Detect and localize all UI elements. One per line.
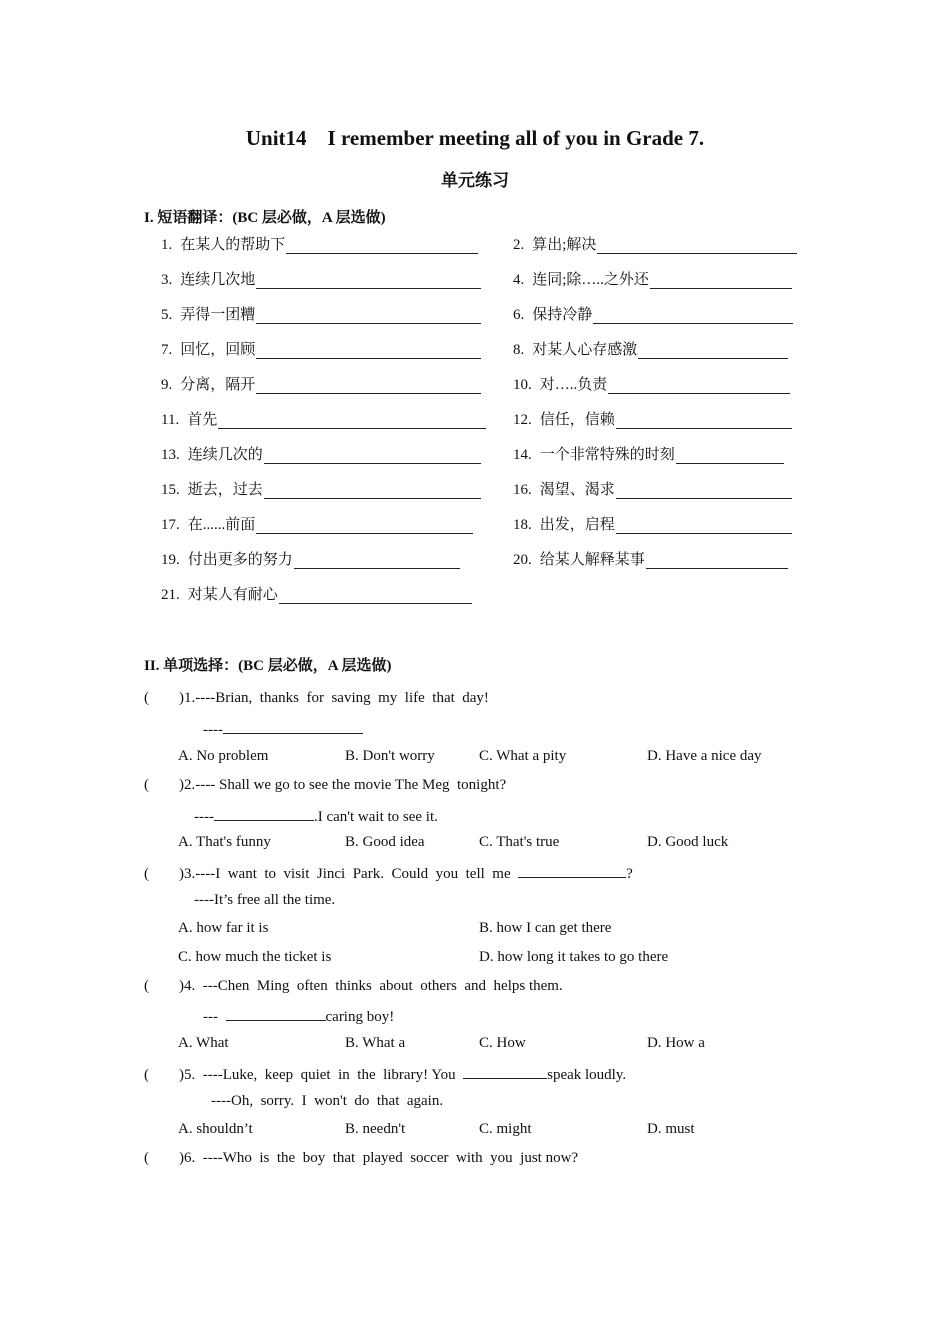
phrase-item: 21. 对某人有耐心 [161, 583, 472, 604]
answer-blank[interactable] [214, 806, 314, 821]
answer-blank[interactable] [676, 447, 784, 464]
phrase-item: 1. 在某人的帮助下 [161, 233, 478, 254]
answer-blank[interactable] [256, 342, 481, 359]
option-c[interactable]: C. That's true [479, 834, 560, 850]
answer-blank[interactable] [616, 517, 792, 534]
option-d[interactable]: D. how long it takes to go there [479, 949, 669, 965]
phrase-item: 17. 在......前面 [161, 513, 473, 534]
question-4: ( )4. ---Chen Ming often thinks about others and helps them. [144, 978, 563, 994]
question-3-reply: ----It’s free all the time. [194, 892, 336, 908]
phrase-item: 2. 算出;解决 [513, 233, 797, 254]
answer-blank[interactable] [279, 587, 472, 604]
page-title: Unit14 I remember meeting all of you in Grade 7. [245, 126, 705, 150]
answer-blank[interactable] [608, 377, 790, 394]
answer-blank[interactable] [256, 272, 481, 289]
option-d[interactable]: D. Have a nice day [647, 748, 762, 764]
option-a[interactable]: A. That's funny [178, 834, 271, 850]
question-6: ( )6. ----Who is the boy that played soccer with you just now? [144, 1150, 579, 1166]
phrase-item: 18. 出发，启程 [513, 513, 792, 534]
option-c[interactable]: C. might [479, 1121, 532, 1137]
question-1-reply: ---- [203, 719, 363, 739]
answer-blank[interactable] [597, 237, 797, 254]
answer-blank[interactable] [286, 237, 478, 254]
phrase-item: 3. 连续几次地 [161, 268, 481, 289]
answer-blank[interactable] [593, 307, 793, 324]
question-5: ( )5. ----Luke, keep quiet in the library! You speak loudly. [144, 1064, 626, 1084]
question-4-reply: --- caring boy! [203, 1006, 394, 1026]
question-2-reply: ---- .I can't wait to see it. [194, 806, 438, 826]
phrase-item: 19. 付出更多的努力 [161, 548, 460, 569]
phrase-item: 9. 分离，隔开 [161, 373, 481, 394]
question-3: ( )3.----I want to visit Jinci Park. Could you tell me ? [144, 863, 633, 883]
answer-blank[interactable] [638, 342, 788, 359]
answer-blank[interactable] [650, 272, 792, 289]
answer-blank[interactable] [294, 552, 460, 569]
option-c[interactable]: C. how much the ticket is [178, 949, 332, 965]
option-d[interactable]: D. must [647, 1121, 695, 1137]
phrase-item: 20. 给某人解释某事 [513, 548, 788, 569]
option-a[interactable]: A. shouldn’t [178, 1121, 253, 1137]
answer-blank[interactable] [463, 1064, 547, 1079]
option-b[interactable]: B. Good idea [345, 834, 425, 850]
option-c[interactable]: C. How [479, 1035, 526, 1051]
phrase-item: 15. 逝去，过去 [161, 478, 481, 499]
page-subtitle: 单元练习 [441, 171, 509, 190]
answer-blank[interactable] [226, 1006, 326, 1021]
phrase-item: 6. 保持冷静 [513, 303, 793, 324]
phrase-item: 13. 连续几次的 [161, 443, 481, 464]
answer-blank[interactable] [256, 517, 473, 534]
answer-blank[interactable] [616, 412, 792, 429]
answer-blank[interactable] [256, 307, 481, 324]
option-b[interactable]: B. What a [345, 1035, 406, 1051]
answer-blank[interactable] [223, 719, 363, 734]
answer-blank[interactable] [218, 412, 486, 429]
phrase-item: 12. 信任，信赖 [513, 408, 792, 429]
section-2-heading: II. 单项选择：(BC 层必做，A 层选做) [144, 658, 392, 674]
phrase-item: 7. 回忆，回顾 [161, 338, 481, 359]
option-c[interactable]: C. What a pity [479, 748, 567, 764]
answer-blank[interactable] [616, 482, 792, 499]
option-d[interactable]: D. Good luck [647, 834, 729, 850]
option-a[interactable]: A. No problem [178, 748, 269, 764]
phrase-item: 14. 一个非常特殊的时刻 [513, 443, 784, 464]
option-a[interactable]: A. how far it is [178, 920, 269, 936]
phrase-item: 5. 弄得一团糟 [161, 303, 481, 324]
option-d[interactable]: D. How a [647, 1035, 705, 1051]
question-1: ( )1.----Brian, thanks for saving my life that day! [144, 690, 489, 706]
phrase-item: 16. 渴望、渴求 [513, 478, 792, 499]
question-5-reply: ----Oh, sorry. I won't do that again. [211, 1093, 444, 1109]
section-1-heading: I. 短语翻译：(BC 层必做，A 层选做) [144, 210, 386, 226]
answer-blank[interactable] [264, 482, 481, 499]
phrase-item: 4. 连同;除…..之外还 [513, 268, 792, 289]
option-b[interactable]: B. needn't [345, 1121, 406, 1137]
answer-blank[interactable] [264, 447, 481, 464]
option-b[interactable]: B. how I can get there [479, 920, 612, 936]
phrase-item: 10. 对…..负责 [513, 373, 790, 394]
answer-blank[interactable] [518, 863, 626, 878]
phrase-item: 11. 首先 [161, 408, 486, 429]
phrase-item: 8. 对某人心存感激 [513, 338, 788, 359]
answer-blank[interactable] [256, 377, 481, 394]
option-b[interactable]: B. Don't worry [345, 748, 435, 764]
answer-blank[interactable] [646, 552, 788, 569]
question-2: ( )2.---- Shall we go to see the movie The Meg tonight? [144, 777, 507, 793]
option-a[interactable]: A. What [178, 1035, 229, 1051]
